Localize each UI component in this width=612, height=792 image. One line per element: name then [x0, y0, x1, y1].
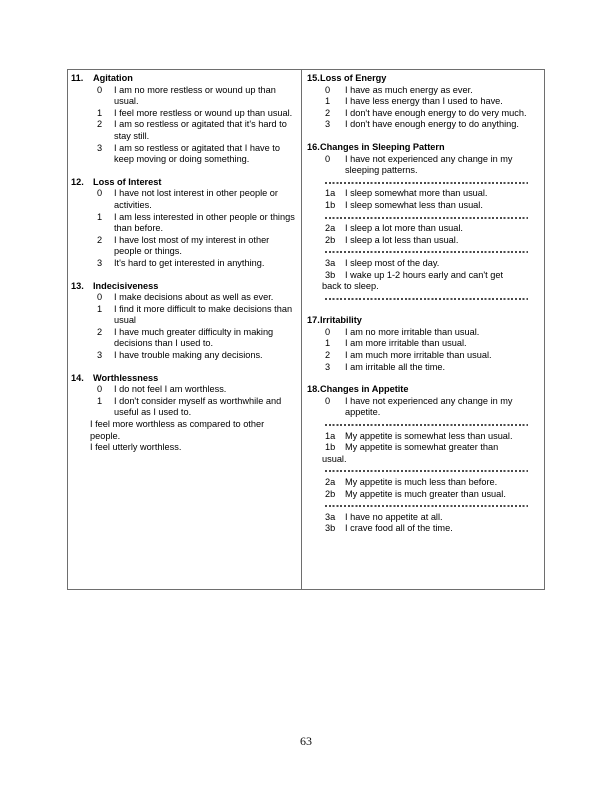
question-header [307, 73, 528, 85]
question-item [71, 373, 296, 454]
option-text: I find it more difficult to make decisions than usual [114, 303, 293, 326]
option-text: I am so restless or agitated that it's hard to stay still. [114, 119, 287, 141]
question-title: Changes in Sleeping Pattern [320, 141, 445, 152]
option-text: I have not lost interest in other people or activities. [114, 188, 278, 210]
option-value: 3a [325, 257, 336, 268]
option-value: 2 [325, 350, 331, 361]
answer-option [71, 212, 296, 235]
dashed-separator [307, 293, 528, 305]
option-text: I sleep somewhat less than usual. [345, 199, 483, 210]
option-value: 3a [325, 511, 336, 522]
option-text: I have no appetite at all. [345, 511, 443, 522]
questionnaire-column-left [68, 70, 302, 589]
option-text: I have much greater difficulty in making decisions than I used to. [114, 326, 274, 349]
answer-option [307, 512, 528, 524]
answer-option [71, 384, 296, 396]
question-number: 16. [307, 141, 320, 152]
option-text: I have not experienced any change in my appetite. [345, 395, 513, 418]
answer-option [307, 96, 528, 108]
dashed-separator [307, 212, 528, 224]
dashed-separator [307, 246, 528, 258]
question-title: Changes in Appetite [320, 384, 409, 395]
answer-option [307, 258, 528, 270]
option-text: My appetite is somewhat less than usual. [345, 430, 513, 441]
dashed-separator [307, 465, 528, 477]
option-value: 2b [325, 234, 336, 245]
option-value: 3 [97, 350, 103, 361]
option-value: 0 [97, 84, 103, 95]
option-text: I am irritable all the time. [345, 361, 446, 372]
option-value: 2b [325, 488, 336, 499]
question-item [307, 73, 528, 131]
answer-option [307, 188, 528, 200]
answer-option [307, 108, 528, 120]
answer-option [71, 292, 296, 304]
answer-option [307, 396, 528, 419]
option-value: 2 [97, 119, 103, 130]
option-text: I have trouble making any decisions. [114, 350, 263, 361]
questionnaire-column-right [302, 70, 544, 589]
option-value: 2 [325, 107, 331, 118]
answer-option [71, 396, 296, 419]
answer-option [307, 119, 528, 131]
answer-option [307, 477, 528, 489]
option-value: 1 [97, 395, 103, 406]
option-value: 0 [325, 84, 331, 95]
page-number: 63 [300, 734, 312, 748]
question-title: Loss of Interest [93, 176, 162, 187]
answer-option [71, 108, 296, 120]
option-text: It's hard to get interested in anything. [114, 257, 265, 268]
question-number: 15. [307, 73, 320, 83]
option-text: I sleep somewhat more than usual. [345, 188, 488, 199]
option-value: 0 [325, 153, 331, 164]
option-text: I sleep a lot less than usual. [345, 234, 459, 245]
option-text: I don't have enough energy to do very much. [345, 107, 527, 118]
answer-option [307, 85, 528, 97]
question-number: 18. [307, 384, 320, 395]
option-value: 2 [97, 326, 103, 337]
answer-option [307, 431, 528, 443]
option-text: I sleep a lot more than usual. [345, 223, 463, 234]
question-title: Worthlessness [93, 372, 159, 383]
option-text: My appetite is somewhat greater than [345, 442, 499, 453]
dashed-separator [307, 500, 528, 512]
option-value: 1 [97, 303, 103, 314]
option-value: 0 [325, 395, 331, 406]
option-text: My appetite is much greater than usual. [345, 488, 506, 499]
question-number: 17. [307, 315, 320, 326]
answer-option [71, 350, 296, 362]
answer-option [307, 489, 528, 501]
question-header [71, 177, 296, 189]
option-value: 1b [325, 442, 336, 453]
answer-option [71, 188, 296, 211]
answer-option [307, 350, 528, 362]
answer-option [307, 442, 528, 454]
option-text: I have lost most of my interest in other people or things. [114, 234, 270, 257]
option-text-continuation: I feel utterly worthless. [90, 442, 182, 453]
question-item [71, 73, 296, 166]
option-text: I have as much energy as ever. [345, 84, 473, 95]
answer-option [307, 200, 528, 212]
option-value: 2a [325, 477, 336, 487]
question-number: 13. [71, 280, 84, 291]
option-value: 1b [325, 199, 336, 210]
option-value: 3 [97, 257, 103, 268]
option-value: 0 [97, 292, 103, 303]
question-title: Loss of Energy [320, 73, 387, 83]
answer-option [307, 223, 528, 235]
answer-option [307, 154, 528, 177]
question-header [307, 315, 528, 327]
answer-option [307, 523, 528, 535]
question-header [71, 281, 296, 293]
option-text: I have less energy than I used to have. [345, 96, 503, 107]
option-text: I don't have enough energy to do anything. [345, 119, 519, 130]
option-value: 1a [325, 188, 336, 199]
option-text: I make decisions about as well as ever. [114, 292, 274, 303]
answer-option [307, 327, 528, 339]
option-text: I am more irritable than usual. [345, 338, 467, 349]
answer-option [307, 270, 528, 282]
option-value: 2 [97, 234, 103, 245]
option-text: I feel more restless or wound up than usual. [114, 107, 293, 118]
option-text: My appetite is much less than before. [345, 477, 498, 487]
option-text: I am no more irritable than usual. [345, 326, 480, 337]
question-number: 14. [71, 372, 84, 383]
dashed-separator [307, 419, 528, 431]
answer-option [71, 304, 296, 327]
option-value: 1 [325, 338, 331, 349]
option-text: I crave food all of the time. [345, 523, 453, 534]
question-item [71, 281, 296, 362]
option-value: 3 [325, 119, 331, 130]
option-text: I sleep most of the day. [345, 257, 440, 268]
answer-option [307, 235, 528, 247]
option-text: I am so restless or agitated that I have to keep moving or doing something. [114, 142, 280, 165]
option-value: 0 [325, 326, 331, 337]
question-number: 12. [71, 176, 84, 187]
question-item [307, 315, 528, 373]
answer-option [71, 143, 296, 166]
answer-option [307, 362, 528, 374]
option-value: 0 [97, 188, 103, 199]
option-value: 1 [325, 96, 331, 107]
option-text: I am no more restless or wound up than usual. [114, 84, 276, 107]
option-text: I wake up 1-2 hours early and can't get [345, 269, 504, 280]
option-value: 3b [325, 523, 336, 534]
question-number: 11. [71, 73, 84, 83]
question-item [71, 177, 296, 270]
question-item [307, 384, 528, 535]
option-text-continuation: usual. [322, 453, 347, 464]
option-text: I do not feel I am worthless. [114, 384, 227, 395]
option-text: I am much more irritable than usual. [345, 350, 492, 361]
option-value: 0 [97, 384, 103, 395]
question-title: Agitation [93, 73, 133, 83]
option-value: 1 [97, 107, 103, 118]
option-text-continuation: back to sleep. [322, 281, 379, 292]
option-value: 3b [325, 269, 336, 280]
option-value: 3 [325, 361, 331, 372]
option-text-continuation: I feel more worthless as compared to other people. [90, 419, 265, 441]
question-header [71, 373, 296, 385]
dashed-separator [307, 177, 528, 189]
option-text: I am less interested in other people or things than before. [114, 211, 295, 234]
question-title: Irritability [320, 315, 362, 326]
question-header [307, 384, 528, 396]
answer-option [71, 119, 296, 142]
question-title: Indecisiveness [93, 280, 159, 291]
questionnaire-box [67, 69, 545, 590]
option-value: 1a [325, 430, 336, 441]
answer-option [71, 327, 296, 350]
option-value: 2a [325, 223, 336, 234]
option-text: I have not experienced any change in my sleeping patterns. [345, 153, 513, 176]
option-value: 3 [97, 142, 103, 153]
question-item [307, 142, 528, 304]
answer-option [307, 338, 528, 350]
question-header [71, 73, 296, 85]
answer-option [71, 85, 296, 108]
answer-option [71, 258, 296, 270]
question-header [307, 142, 528, 154]
option-value: 1 [97, 211, 103, 222]
option-text: I don't consider myself as worthwhile and useful as I used to. [114, 395, 282, 418]
answer-option [71, 235, 296, 258]
